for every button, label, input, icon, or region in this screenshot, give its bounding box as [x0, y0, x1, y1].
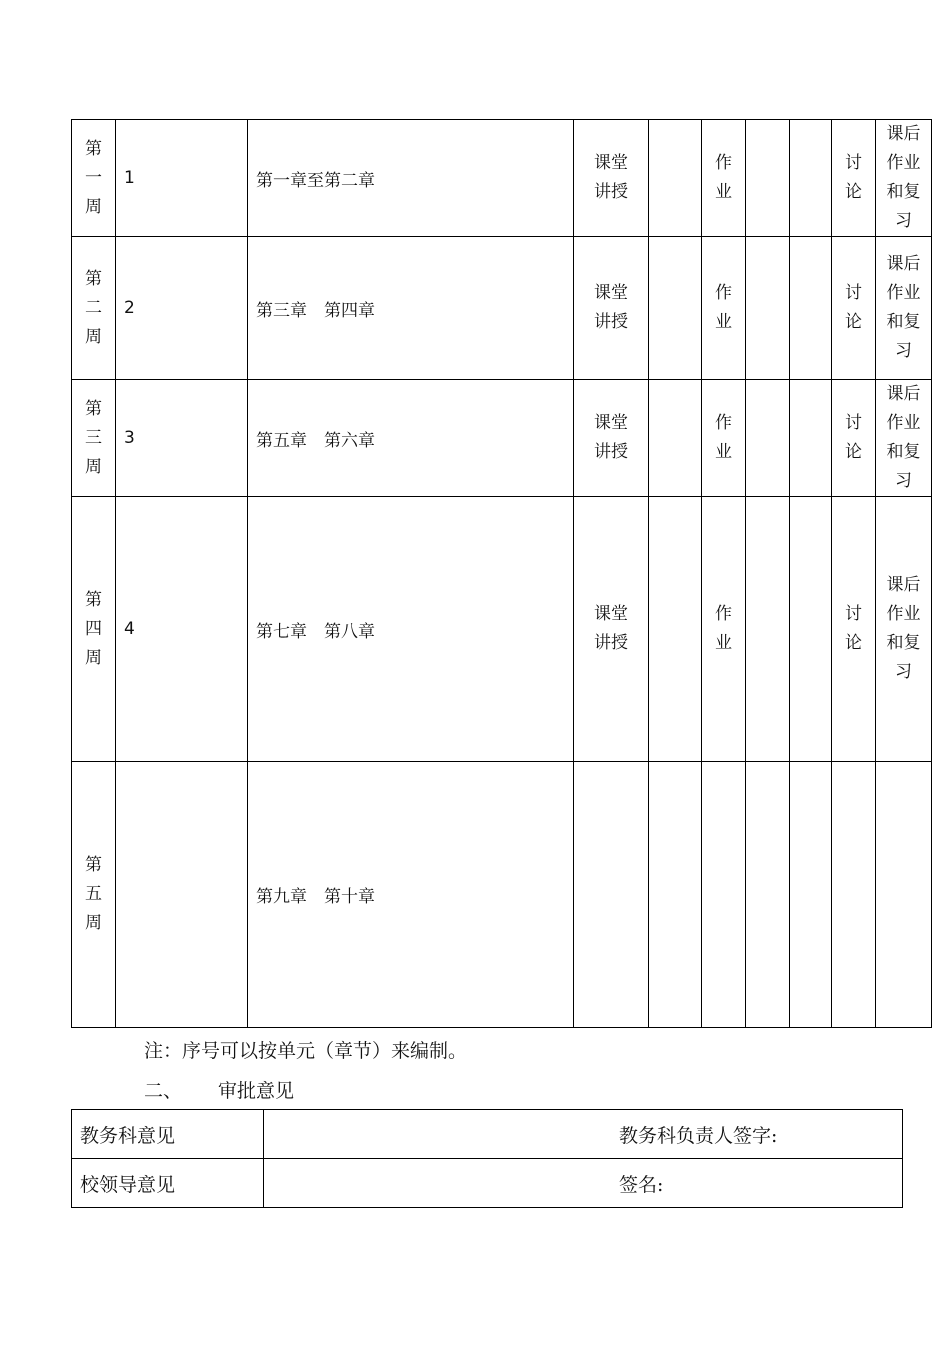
blank-cell-cell	[746, 497, 790, 762]
chapter-content: 第七章 第八章	[256, 621, 375, 642]
homework-cell	[702, 237, 746, 380]
schedule-table	[71, 119, 932, 1028]
row-number-cell	[116, 120, 248, 237]
week-label-cell	[72, 762, 116, 1028]
week-label-cell	[72, 497, 116, 762]
teaching-method: 课堂讲授	[594, 283, 628, 332]
discussion-cell	[832, 380, 876, 497]
teaching-method-cell	[574, 237, 649, 380]
after-class-cell	[876, 762, 932, 1028]
blank-cell-cell	[790, 120, 832, 237]
blank-cell-cell	[649, 380, 702, 497]
homework: 作业	[715, 413, 732, 462]
row-number-cell	[116, 237, 248, 380]
approval-label: 校领导意见	[72, 1159, 264, 1208]
chapter-content-cell	[248, 380, 574, 497]
teaching-method: 课堂讲授	[594, 413, 628, 462]
blank-cell-cell	[790, 497, 832, 762]
teaching-method: 课堂讲授	[594, 604, 628, 653]
chapter-content: 第三章 第四章	[256, 300, 375, 321]
discussion: 讨论	[845, 413, 862, 462]
discussion-cell	[832, 762, 876, 1028]
blank-cell-cell	[746, 120, 790, 237]
discussion-cell	[832, 237, 876, 380]
chapter-content-cell	[248, 497, 574, 762]
schedule-row	[72, 762, 932, 1028]
homework-cell	[702, 762, 746, 1028]
chapter-content: 第五章 第六章	[256, 430, 375, 451]
week-label-cell	[72, 380, 116, 497]
homework: 作业	[715, 604, 732, 653]
after-class: 课后作业和复习	[886, 575, 921, 682]
blank-cell-cell	[649, 762, 702, 1028]
row-number-cell	[116, 762, 248, 1028]
approval-label: 教务科意见	[72, 1110, 264, 1159]
blank-cell-cell	[649, 497, 702, 762]
row-number: 2	[124, 298, 135, 318]
blank-cell-cell	[649, 237, 702, 380]
chapter-content: 第一章至第二章	[256, 170, 375, 191]
blank-cell-cell	[746, 380, 790, 497]
teaching-method-cell	[574, 120, 649, 237]
after-class: 课后作业和复习	[886, 384, 921, 491]
after-class-cell	[876, 120, 932, 237]
schedule-row	[72, 497, 932, 762]
after-class: 课后作业和复习	[886, 254, 921, 361]
blank-cell-cell	[790, 380, 832, 497]
discussion: 讨论	[845, 283, 862, 332]
row-number: 1	[124, 168, 135, 188]
row-number-cell	[116, 380, 248, 497]
approval-table	[71, 1109, 903, 1208]
discussion-cell	[832, 497, 876, 762]
after-class: 课后作业和复习	[886, 124, 921, 231]
section-number: 二、	[144, 1080, 183, 1102]
after-class-cell	[876, 237, 932, 380]
homework: 作业	[715, 283, 732, 332]
chapter-content-cell	[248, 120, 574, 237]
schedule-row	[72, 120, 932, 237]
approval-signature: 教务科负责人签字:	[264, 1110, 903, 1159]
week-label: 第四周	[85, 589, 102, 668]
schedule-body	[72, 120, 932, 1028]
section-heading	[144, 1076, 294, 1103]
schedule-row	[72, 380, 932, 497]
section-title: 审批意见	[218, 1080, 295, 1102]
blank-cell-cell	[746, 237, 790, 380]
teaching-method-cell	[574, 762, 649, 1028]
week-label: 第三周	[85, 398, 102, 477]
discussion: 讨论	[845, 153, 862, 202]
week-label: 第二周	[85, 268, 102, 347]
discussion-cell	[832, 120, 876, 237]
row-number: 4	[124, 619, 135, 639]
row-number-cell	[116, 497, 248, 762]
blank-cell-cell	[790, 762, 832, 1028]
homework-cell	[702, 120, 746, 237]
teaching-method-cell	[574, 497, 649, 762]
approval-row	[72, 1110, 903, 1159]
table-note: 注：序号可以按单元（章节）来编制。	[144, 1040, 468, 1062]
week-label-cell	[72, 120, 116, 237]
chapter-content-cell	[248, 762, 574, 1028]
week-label: 第五周	[85, 855, 102, 933]
discussion: 讨论	[845, 604, 862, 653]
week-label: 第一周	[85, 138, 102, 217]
blank-cell-cell	[649, 120, 702, 237]
approval-row	[72, 1159, 903, 1208]
week-label-cell	[72, 237, 116, 380]
row-number: 3	[124, 428, 135, 448]
chapter-content-cell	[248, 237, 574, 380]
homework: 作业	[715, 153, 732, 202]
blank-cell-cell	[746, 762, 790, 1028]
teaching-method: 课堂讲授	[594, 153, 628, 202]
after-class-cell	[876, 380, 932, 497]
homework-cell	[702, 380, 746, 497]
blank-cell-cell	[790, 237, 832, 380]
approval-signature: 签名:	[264, 1159, 903, 1208]
homework-cell	[702, 497, 746, 762]
teaching-method-cell	[574, 380, 649, 497]
chapter-content: 第九章 第十章	[256, 887, 375, 907]
after-class-cell	[876, 497, 932, 762]
schedule-row	[72, 237, 932, 380]
